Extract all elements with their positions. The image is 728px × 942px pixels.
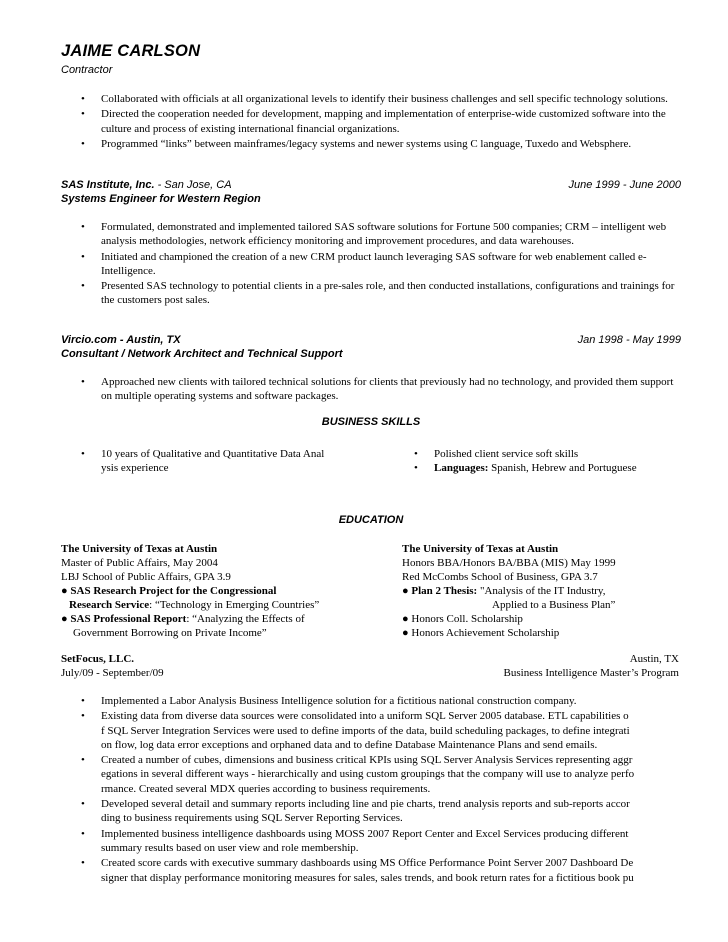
sas-company: SAS Institute, Inc. <box>61 179 155 191</box>
list-item: • Existing data from diverse data sources were consolidated into a uniform SQL Server 2005 database. ETL capabilities o f SQL Server Integration Services were used to define imports of the data, build scheduling packages, to define integrati on flow, log data error exceptions and orphaned data and to define Database Maintenance Plans and send emails. <box>81 710 630 751</box>
bullet-icon: • <box>81 221 85 233</box>
list-item: • Implemented a Labor Analysis Business Intelligence solution for a fictitious national construction company. <box>81 695 577 707</box>
bullet-icon: • <box>81 827 85 840</box>
bullet-icon: • <box>81 857 85 870</box>
bullet-icon: • <box>81 710 85 723</box>
list-item: • Developed several detail and summary reports including line and pie charts, trend analysis reports and sub-reports accor ding to business requirements using SQL Server Reporting Services. <box>81 798 630 825</box>
business-skills-heading: BUSINESS SKILLS <box>321 416 421 428</box>
list-item: • Initiated and championed the creation of a new CRM product launch leveraging SAS software for web enablement called e-Intelligence. <box>81 250 647 277</box>
setfocus-location: Austin, TX <box>629 653 679 665</box>
sas-location: - San Jose, CA <box>154 179 232 191</box>
vircio-dates: Jan 1998 - May 1999 <box>577 334 681 346</box>
contractor-bullet-list <box>61 92 681 152</box>
resume-name: JAIME CARLSON <box>61 42 201 60</box>
education-degree: Honors BBA/Honors BA/BBA (MIS) May 1999 <box>402 557 616 569</box>
sas-dates: June 1999 - June 2000 <box>568 179 681 191</box>
list-item: • Presented SAS technology to potential clients in a pre-sales role, and then conducted installations, configurations and trainings for the customers post sales. <box>81 280 675 307</box>
bullet-icon: • <box>81 376 85 388</box>
skill-item: • Polished client service soft skills <box>414 448 579 460</box>
setfocus-company: SetFocus, LLC. <box>61 653 135 665</box>
vircio-bullet-list <box>61 375 681 405</box>
bullet-icon: • <box>81 754 85 767</box>
education-left-column: The University of Texas at Austin Master of Public Affairs, May 2004 LBJ School of Public Affairs, GPA 3.9 ● SAS Research Project for the Congressional Research Service: “Technology in Emerging Countries” ● SAS Professional Report: “Analyzing the Effects of Government Borrowing on Private Income” <box>61 542 391 640</box>
sas-job-title: Systems Engineer for Western Region <box>61 193 261 205</box>
sas-job-header <box>61 178 681 192</box>
bullet-icon: • <box>81 448 85 460</box>
setfocus-program: Business Intelligence Master’s Program <box>503 667 679 679</box>
bullet-icon: • <box>414 448 418 460</box>
sas-bullet-list <box>61 220 681 309</box>
list-item: • Collaborated with officials at all organizational levels to identify their business challenges and sell specific technology solutions. <box>81 93 668 105</box>
list-item: • Approached new clients with tailored technical solutions for clients that previously had no technology, and provided them support on multiple operating systems and software packages. <box>81 376 674 403</box>
bullet-icon: • <box>81 798 85 811</box>
list-item: • Programmed “links” between mainframes/legacy systems and newer systems using C language, Tuxedo and Websphere. <box>81 137 632 150</box>
bullet-icon: • <box>81 108 85 121</box>
education-school: The University of Texas at Austin <box>402 543 559 555</box>
list-item: • Directed the cooperation needed for development, mapping and implementation of enterprise-wide customized software into the culture and process of existing international financial organizations. <box>81 108 666 135</box>
list-item: • Created score cards with executive summary dashboards using MS Office Performance Point Server 2007 Dashboard De signer that display performance monitoring measures for sales, sales trends, and book return rates for a fictitious book pu <box>81 857 634 884</box>
education-degree: Master of Public Affairs, May 2004 <box>61 557 218 569</box>
bullet-icon: • <box>81 250 85 263</box>
list-item: • Created a number of cubes, dimensions and business critical KPIs using SQL Server Analysis Services representing aggr egations in several different ways - hierarchically and using custom groupings that the company will use to analyze perfo rmance. Created several MDX queries according to business requirements. <box>81 754 635 795</box>
bullet-icon: • <box>81 93 85 105</box>
current-role: Contractor <box>61 64 113 76</box>
skill-item: • 10 years of Qualitative and Quantitative Data Anal ysis experience <box>81 448 325 474</box>
skill-item: • Languages: Spanish, Hebrew and Portuguese <box>414 462 637 474</box>
education-right-column: The University of Texas at Austin Honors BBA/Honors BA/BBA (MIS) May 1999 Red McCombs School of Business, GPA 3.7 ● Plan 2 Thesis: "Analysis of the IT Industry, Applied to a Business Plan” ● Honors Coll. Scholarship ● Honors Achievement Scholarship <box>402 542 681 640</box>
bullet-icon: • <box>81 137 85 150</box>
list-item: • Implemented business intelligence dashboards using MOSS 2007 Report Center and Excel Services producing different summary results based on user view and role membership. <box>81 827 629 854</box>
education-heading: EDUCATION <box>338 514 404 526</box>
vircio-job-header <box>61 333 681 347</box>
setfocus-bullet-list <box>61 694 681 886</box>
list-item: • Formulated, demonstrated and implemented tailored SAS software solutions for Fortune 500 companies; CRM – intelligent web analysis methodologies, network efficiency monitoring and improvement procedures, and data warehouses. <box>81 221 667 248</box>
education-school-detail: Red McCombs School of Business, GPA 3.7 <box>402 571 598 583</box>
bullet-icon: • <box>414 462 418 474</box>
education-school-detail: LBJ School of Public Affairs, GPA 3.9 <box>61 571 231 583</box>
setfocus-dates: July/09 - September/09 <box>61 667 164 679</box>
bullet-icon: • <box>81 280 85 293</box>
vircio-job-title: Consultant / Network Architect and Technical Support <box>61 348 343 360</box>
bullet-icon: • <box>81 695 85 707</box>
vircio-company: Vircio.com - Austin, TX <box>61 334 181 346</box>
education-school: The University of Texas at Austin <box>61 543 218 555</box>
